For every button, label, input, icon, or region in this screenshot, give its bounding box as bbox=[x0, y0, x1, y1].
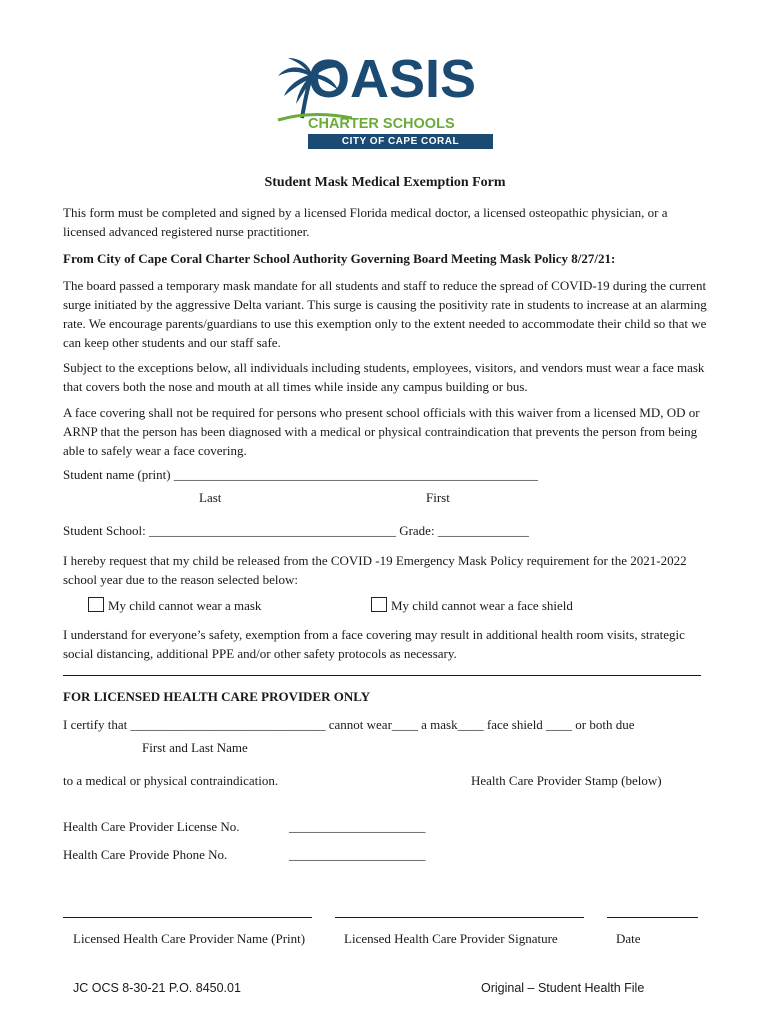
contraindication-text: to a medical or physical contraindication. bbox=[63, 773, 279, 788]
option-shield-label: My child cannot wear a face shield bbox=[391, 598, 573, 613]
section-divider bbox=[63, 675, 701, 676]
option-mask-label: My child cannot wear a mask bbox=[108, 598, 262, 613]
sig-name-label: Licensed Health Care Provider Name (Print) bbox=[73, 931, 306, 946]
license-label: Health Care Provider License No. bbox=[63, 819, 240, 834]
sig-date-label: Date bbox=[616, 931, 641, 946]
request-paragraph: I hereby request that my child be released from the COVID -19 Emergency Mask Policy requirement for the 2021-2022 school year due to the reason selected below: bbox=[63, 553, 687, 587]
first-name-label: First bbox=[426, 490, 450, 505]
policy-paragraph-1: The board passed a temporary mask mandate for all students and staff to reduce the spread of COVID-19 during the current surge initiated by the aggressive Delta variant. This surge is causing the positivity rate in students to increase at an alarming rate. We encourage parents/guardians to use this exemption only to the extent needed to accommodate their child so that we can keep other students and our staff safe. bbox=[63, 278, 707, 350]
intro-paragraph: This form must be completed and signed by a licensed Florida medical doctor, a licensed osteopathic physician, or a licensed advanced registered nurse practitioner. bbox=[63, 205, 668, 239]
phone-field[interactable]: _____________________ bbox=[289, 847, 426, 862]
oasis-logo bbox=[272, 49, 498, 154]
sig-signature-label: Licensed Health Care Provider Signature bbox=[344, 931, 558, 946]
first-last-name-label: First and Last Name bbox=[142, 740, 248, 755]
sig-name-line[interactable] bbox=[63, 917, 312, 918]
stamp-label: Health Care Provider Stamp (below) bbox=[471, 773, 662, 788]
logo-subtitle: CHARTER SCHOOLS bbox=[308, 116, 455, 132]
student-name-field[interactable]: Student name (print) ________________________________________________________ bbox=[63, 467, 538, 482]
mask-checkbox[interactable] bbox=[88, 597, 104, 612]
footer-left: JC OCS 8-30-21 P.O. 8450.01 bbox=[73, 981, 241, 995]
logo-wordmark: OASIS bbox=[308, 49, 477, 109]
shield-checkbox[interactable] bbox=[371, 597, 387, 612]
option-mask[interactable] bbox=[88, 597, 261, 614]
policy-paragraph-2: Subject to the exceptions below, all individuals including students, employees, visitors, and vendors must wear a face mask that covers both the nose and mouth at all times while inside any campus building or bus. bbox=[63, 360, 705, 394]
option-shield[interactable] bbox=[371, 597, 573, 614]
logo-tagline: CITY OF CAPE CORAL bbox=[341, 136, 460, 147]
policy-heading: From City of Cape Coral Charter School Authority Governing Board Meeting Mask Policy 8/27/21: bbox=[63, 251, 616, 266]
understand-paragraph: I understand for everyone’s safety, exemption from a face covering may result in additional health room visits, strategic social distancing, additional PPE and/or other safety protocols as necessary. bbox=[63, 627, 685, 661]
last-name-label: Last bbox=[199, 490, 222, 505]
footer-right: Original – Student Health File bbox=[481, 981, 645, 995]
sig-signature-line[interactable] bbox=[335, 917, 584, 918]
policy-paragraph-3: A face covering shall not be required for persons who present school officials with this waiver from a licensed MD, OD or ARNP that the person has been diagnosed with a medical or physical contraindication that prevents the person from being able to safely wear a face covering. bbox=[63, 405, 700, 458]
license-field[interactable]: _____________________ bbox=[289, 819, 426, 834]
provider-heading: FOR LICENSED HEALTH CARE PROVIDER ONLY bbox=[63, 689, 371, 704]
phone-label: Health Care Provide Phone No. bbox=[63, 847, 228, 862]
form-title: Student Mask Medical Exemption Form bbox=[264, 175, 506, 190]
student-school-field[interactable]: Student School: ______________________________________ Grade: ______________ bbox=[63, 523, 529, 538]
sig-date-line[interactable] bbox=[607, 917, 698, 918]
certify-line[interactable]: I certify that ______________________________ cannot wear____ a mask____ face shield ____ or both due bbox=[63, 717, 635, 732]
